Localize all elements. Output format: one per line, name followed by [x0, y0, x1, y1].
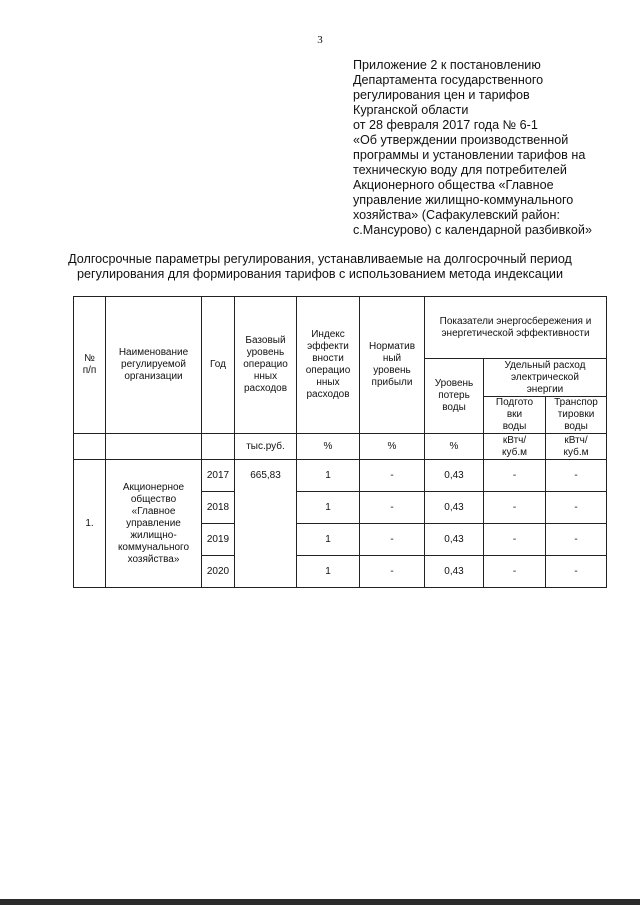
- unit-empty: [74, 434, 106, 460]
- header-org: Наименование регулируемой организации: [106, 297, 202, 434]
- appendix-line: Акционерного общества «Главное: [353, 178, 554, 192]
- unit-base: тыс.руб.: [235, 434, 297, 460]
- page-number: 3: [317, 34, 323, 46]
- appendix-line: Департамента государственного: [353, 73, 544, 87]
- cell-transport: -: [546, 460, 607, 492]
- document-title: [0, 252, 640, 282]
- cell-preparation: -: [484, 556, 546, 588]
- cell-losses: 0,43: [425, 460, 484, 492]
- appendix-line: программы и установлении тарифов на: [353, 148, 586, 162]
- cell-transport: -: [546, 556, 607, 588]
- cell-index: 1: [297, 556, 360, 588]
- cell-losses: 0,43: [425, 556, 484, 588]
- appendix-line: от 28 февраля 2017 года № 6-1: [353, 118, 538, 132]
- appendix-line: Курганской области: [353, 103, 469, 117]
- cell-profit: -: [360, 556, 425, 588]
- cell-losses: 0,43: [425, 492, 484, 524]
- cell-index: 1: [297, 524, 360, 556]
- organization-name: Акционерное общество «Главное управление жилищно- коммунального хозяйства»: [106, 460, 202, 588]
- appendix-header: [353, 58, 625, 238]
- appendix-line: с.Мансурово) с календарной разбивкой»: [353, 223, 592, 237]
- header-water-transport: Транспор тировки воды: [546, 397, 607, 434]
- header-specific-consumption: Удельный расход электрической энергии: [484, 359, 607, 397]
- unit-empty: [202, 434, 235, 460]
- appendix-line: техническую воду для потребителей: [353, 163, 567, 177]
- cell-index: 1: [297, 460, 360, 492]
- cell-profit: -: [360, 492, 425, 524]
- header-efficiency-index: Индекс эффекти вности операцио нных расходов: [297, 297, 360, 434]
- cell-transport: -: [546, 524, 607, 556]
- header-water-losses: Уровень потерь воды: [425, 359, 484, 434]
- title-line: регулирования для формирования тарифов с использованием метода индексации: [77, 267, 563, 281]
- unit-profit: %: [360, 434, 425, 460]
- appendix-line: хозяйства» (Сафакулевский район:: [353, 208, 561, 222]
- table-row: [74, 460, 607, 492]
- appendix-line: «Об утверждении производственной: [353, 133, 569, 147]
- unit-index: %: [297, 434, 360, 460]
- cell-year: 2019: [202, 524, 235, 556]
- cell-preparation: -: [484, 524, 546, 556]
- row-number: 1.: [74, 460, 106, 588]
- cell-year: 2017: [202, 460, 235, 492]
- appendix-line: управление жилищно-коммунального: [353, 193, 574, 207]
- title-line: Долгосрочные параметры регулирования, устанавливаемые на долгосрочный период: [68, 252, 572, 266]
- header-num: № п/п: [74, 297, 106, 434]
- unit-preparation: кВтч/ куб.м: [484, 434, 546, 460]
- header-base-costs: Базовый уровень операцио нных расходов: [235, 297, 297, 434]
- cell-preparation: -: [484, 492, 546, 524]
- scan-edge-bar: [0, 899, 640, 905]
- header-year: Год: [202, 297, 235, 434]
- unit-empty: [106, 434, 202, 460]
- header-energy-indicators: Показатели энергосбережения и энергетической эффективности: [425, 297, 607, 359]
- header-profit-level: Норматив ный уровень прибыли: [360, 297, 425, 434]
- unit-transport: кВтч/ куб.м: [546, 434, 607, 460]
- cell-profit: -: [360, 524, 425, 556]
- cell-profit: -: [360, 460, 425, 492]
- cell-transport: -: [546, 492, 607, 524]
- parameters-table: [73, 296, 607, 588]
- cell-losses: 0,43: [425, 524, 484, 556]
- unit-losses: %: [425, 434, 484, 460]
- cell-year: 2020: [202, 556, 235, 588]
- header-water-preparation: Подгото вки воды: [484, 397, 546, 434]
- cell-year: 2018: [202, 492, 235, 524]
- cell-base-value: 665,83: [235, 460, 297, 588]
- cell-index: 1: [297, 492, 360, 524]
- appendix-line: регулирования цен и тарифов: [353, 88, 530, 102]
- appendix-line: Приложение 2 к постановлению: [353, 58, 541, 72]
- cell-preparation: -: [484, 460, 546, 492]
